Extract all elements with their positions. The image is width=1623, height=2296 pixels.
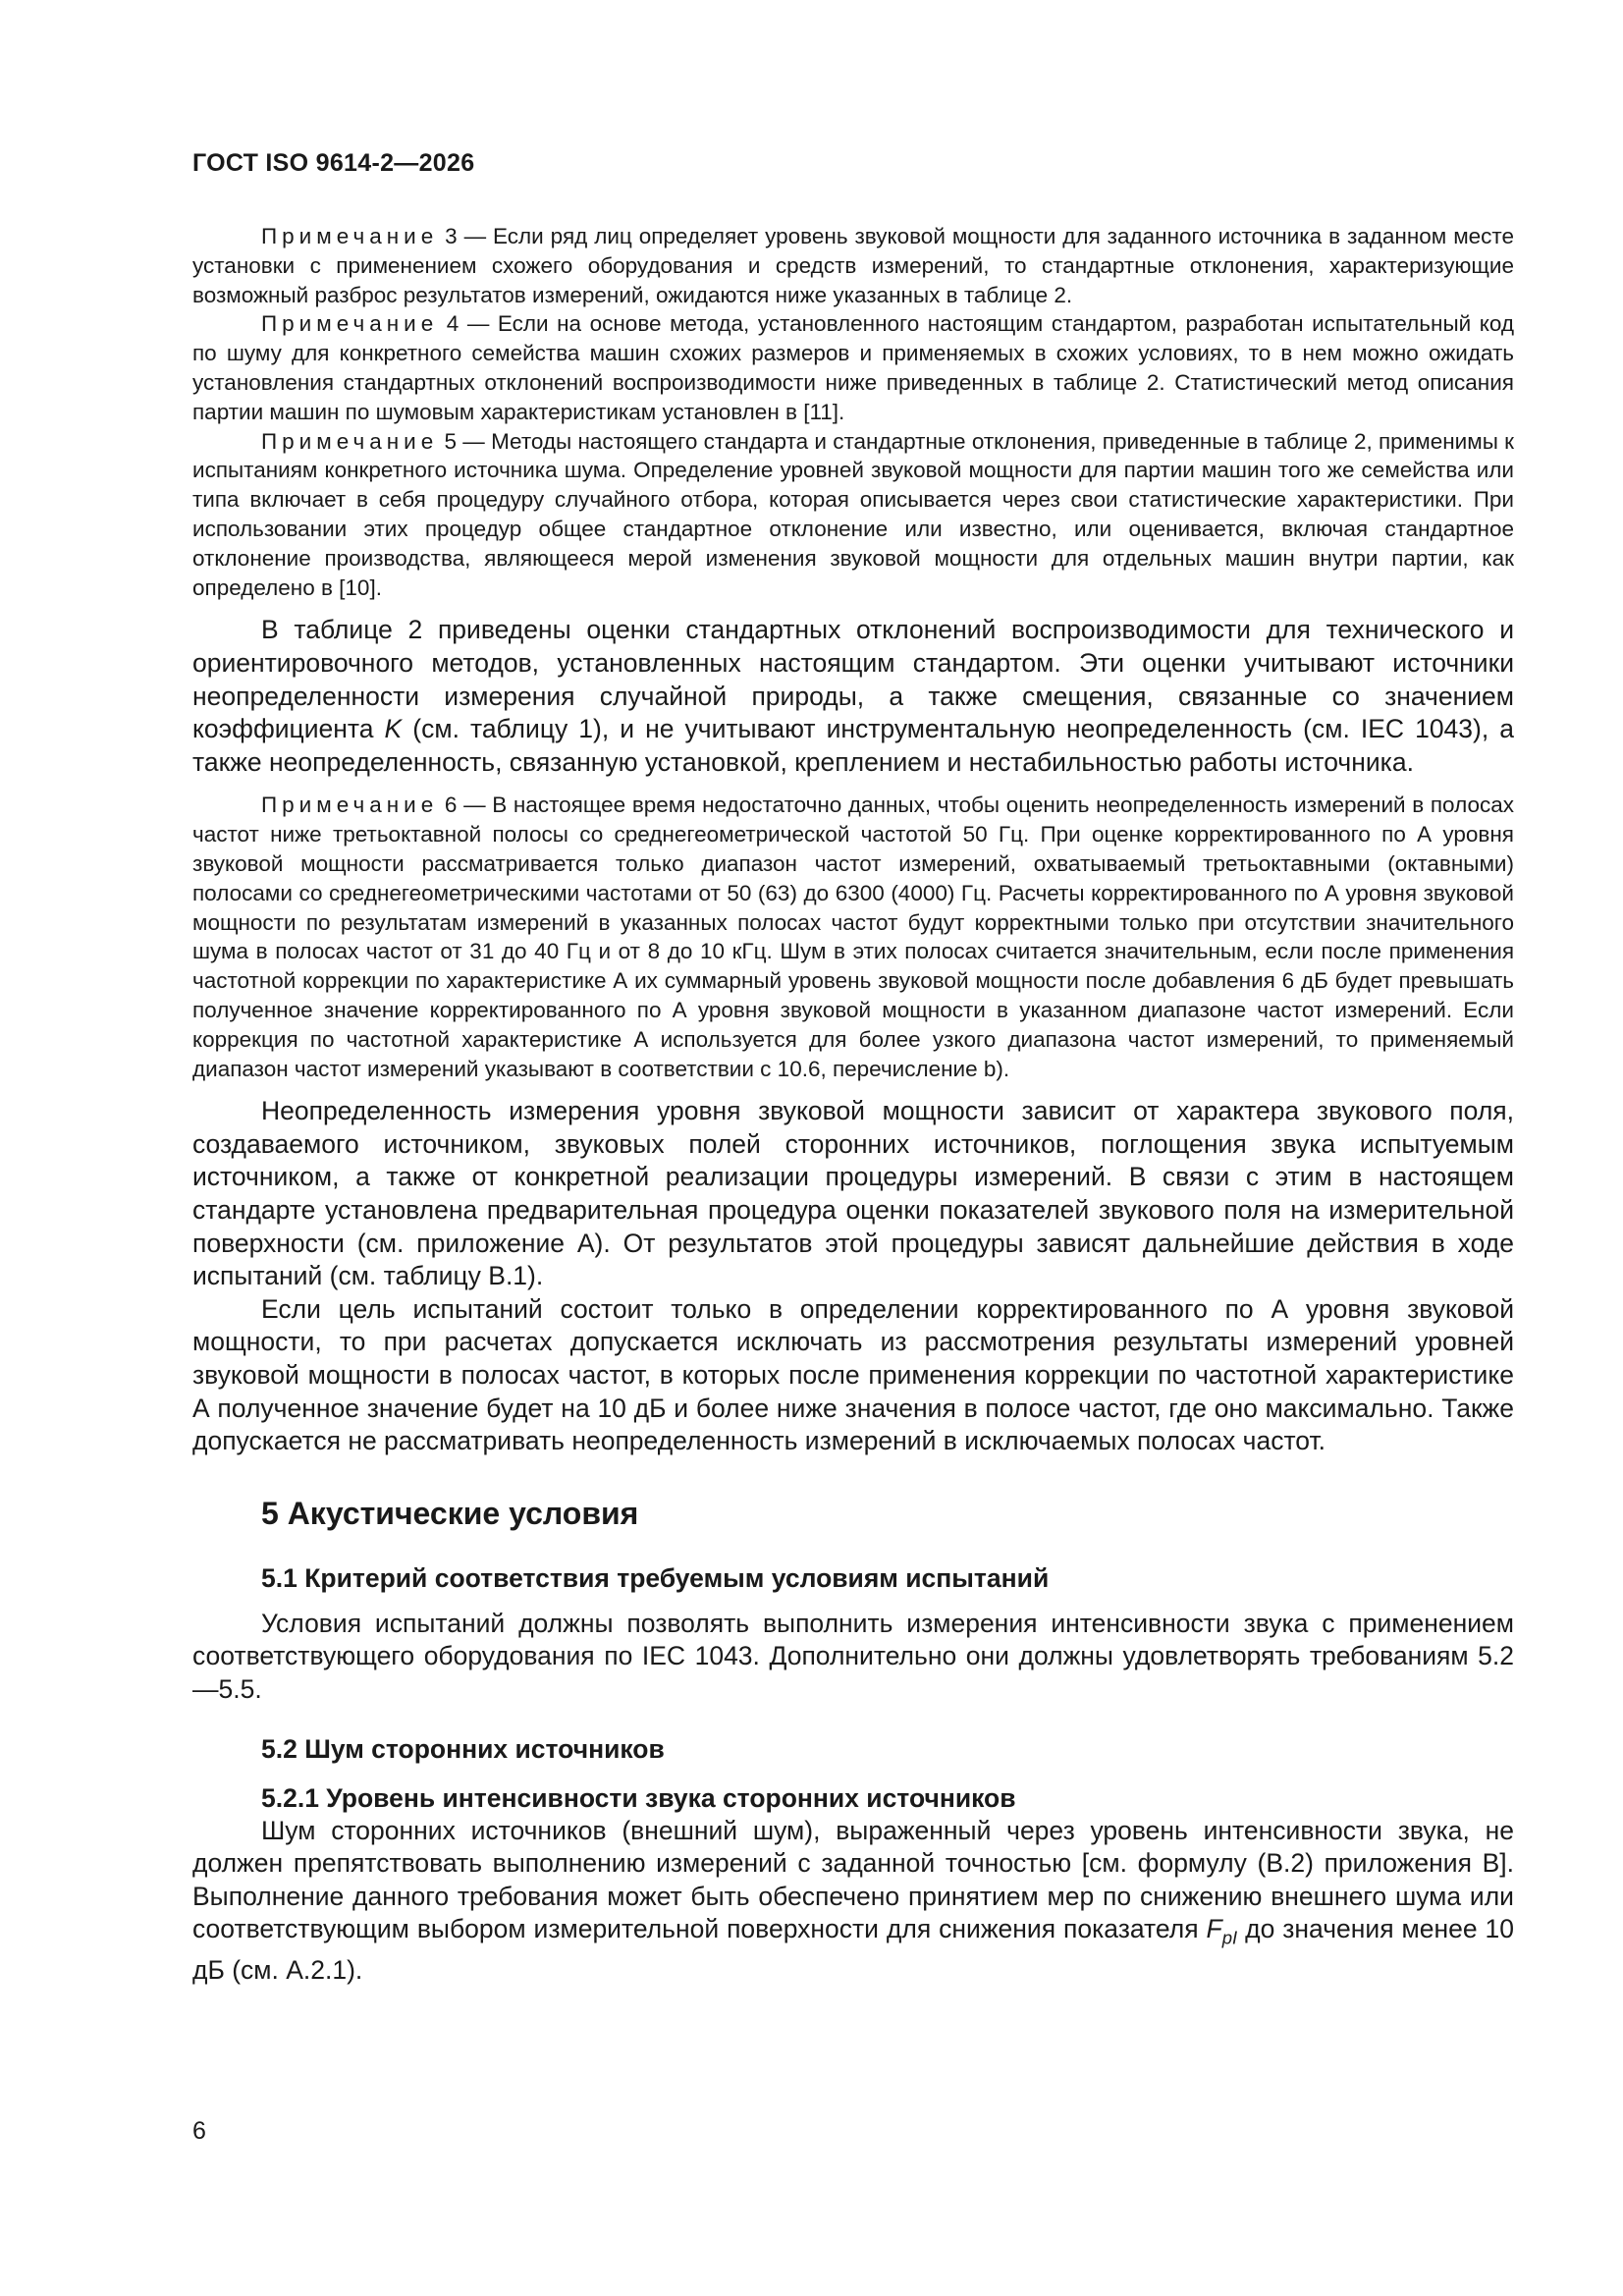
note-number: 3 [445,224,458,248]
note-label: Примечание [261,428,439,454]
note-number: 4 [446,311,460,337]
section-5-2-1-heading: 5.2.1 Уровень интенсивности звука сторонних источников [261,1782,1016,1813]
paragraph-text: Шум сторонних источников (внешний шум), выраженный через уровень интенсивности звука, не должен препятствовать выполнению измерений с заданной точностью [см. формулу (В.2) приложения В]. Выполнение данного требования может быть обеспечено принятием мер по снижению внешнего шума или соответствующим выбором измерительной поверхности для снижения показателя [192,1815,1514,1944]
page-number: 6 [192,2117,206,2145]
note-label: Примечание [261,224,439,248]
note-text: — Если ряд лиц определяет уровень звуковой мощности для заданного источника в заданном месте установки с применением схожего оборудования и средств измерений, то стандартные отклонения, характеризующие возможный разброс результатов измерений, ожидаются ниже указанных в таблице 2. [192,224,1514,307]
paragraph-table2 [192,614,1514,779]
section-5-2-1-text [192,1815,1514,1988]
note-3 [192,222,1514,309]
paragraph-a-weighted: Если цель испытаний состоит только в определении корректированного по А уровня звуковой мощности, то при расчетах допускается исключать из рассмотрения результаты измерений уровней звуковой мощности в полосах частот, в которых после применения коррекции по частотной характеристике А полученное значение будет на 10 дБ и более ниже значения в полосе частот, где оно максимально. Также допускается не рассматривать неопределенность измерений в исключаемых полосах частот. [192,1293,1514,1456]
section-5-1-heading: 5.1 Критерий соответствия требуемым условиям испытаний [261,1562,1050,1593]
document-header: ГОСТ ISO 9614-2—2026 [192,149,475,177]
section-5-2-heading: 5.2 Шум сторонних источников [261,1733,665,1764]
note-label: Примечание [261,793,439,818]
section-5-heading: 5 Акустические условия [261,1495,639,1531]
note-number: 6 [444,793,458,818]
paragraph-uncertainty: Неопределенность измерения уровня звуковой мощности зависит от характера звукового поля, создаваемого источником, звуковых полей сторонних источников, поглощения звука испытуемым источником, а также от конкретной реализации процедуры измерений. В связи с этим в настоящем стандарте установлена предварительная процедура оценки показателей звукового поля на измерительной поверхности (см. приложение А). От результатов этой процедуры зависят дальнейшие действия в ходе испытаний (см. таблицу В.1). [192,1096,1514,1291]
symbol-f: F [1206,1914,1222,1944]
note-label: Примечание [261,311,439,337]
paragraph-text: (см. таблицу 1), и не учитывают инструментальную неопределенность (см. IEC 1043), а также неопределенность, связанную установкой, креплением и нестабильностью работы источника. [192,714,1514,777]
note-text: — Если на основе метода, установленного настоящим стандартом, разработан испытательный код по шуму для конкретного семейства машин схожих размеров и применяемых в схожих условиях, то в нем можно ожидать установления стандартных отклонений воспроизводимости ниже приведенных в таблице 2. Статистический метод описания партии машин по шумовым характеристикам установлен в [11]. [192,311,1514,424]
symbol-f-subscript: pI [1221,1927,1238,1948]
page-content [192,222,1514,1988]
note-text: — В настоящее время недостаточно данных, чтобы оценить неопределенность измерений в полосах частот ниже третьоктавной полосы со среднегеометрической частотой 50 Гц. При оценке корректированного по А уровня звуковой мощности рассматривается только диапазон частот измерений, охватываемый третьоктавными (октавными) полосами со среднегеометрическими частотами от 50 (63) до 6300 (4000) Гц. Расчеты корректированного по А уровня звуковой мощности по результатам измерений в указанных полосах частот будут корректными только при отсутствии значительного шума в полосах частот от 31 до 40 Гц и от 8 до 10 кГц. Шум в этих полосах считается значительным, если после применения частотной коррекции по характеристике А их суммарный уровень звуковой мощности после добавления 6 дБ будет превышать полученное значение корректированного по А уровня звуковой мощности в указанном диапазоне частот измерений. Если коррекция по частотной характеристике А используется для более узкого диапазона частот измерений, то применяемый диапазон частот измерений указывают в соответствии с 10.6, перечисление b). [192,793,1514,1081]
coefficient-k: K [384,714,403,744]
note-number: 5 [444,428,458,454]
paragraph-text: до значения менее 10 дБ (см. А.2.1). [192,1914,1514,1986]
note-4 [192,309,1514,426]
section-5-1-text: Условия испытаний должны позволять выполнить измерения интенсивности звука с применением соответствующего оборудования по IEC 1043. Дополнительно они должны удовлетворять требованиям 5.2—5.5. [192,1608,1514,1705]
note-text: — Методы настоящего стандарта и стандартные отклонения, приведенные в таблице 2, применимы к испытаниям конкретного источника шума. Определение уровней звуковой мощности для партии машин того же семейства или типа включает в себя процедуру случайного отбора, которая описывается через свои статистические характеристики. При использовании этих процедур общее стандартное отклонение или известно, или оценивается, включая стандартное отклонение производства, являющееся мерой изменения звуковой мощности для отдельных машин внутри партии, как определено в [10]. [192,428,1514,600]
note-5 [192,427,1514,603]
paragraph-text: В таблице 2 приведены оценки стандартных отклонений воспроизводимости для технического и ориентировочного методов, установленных настоящим стандартом. Эти оценки учитывают источники неопределенности измерения случайной природы, а также смещения, связанные со значением коэффициента [192,615,1514,744]
note-6 [192,791,1514,1083]
